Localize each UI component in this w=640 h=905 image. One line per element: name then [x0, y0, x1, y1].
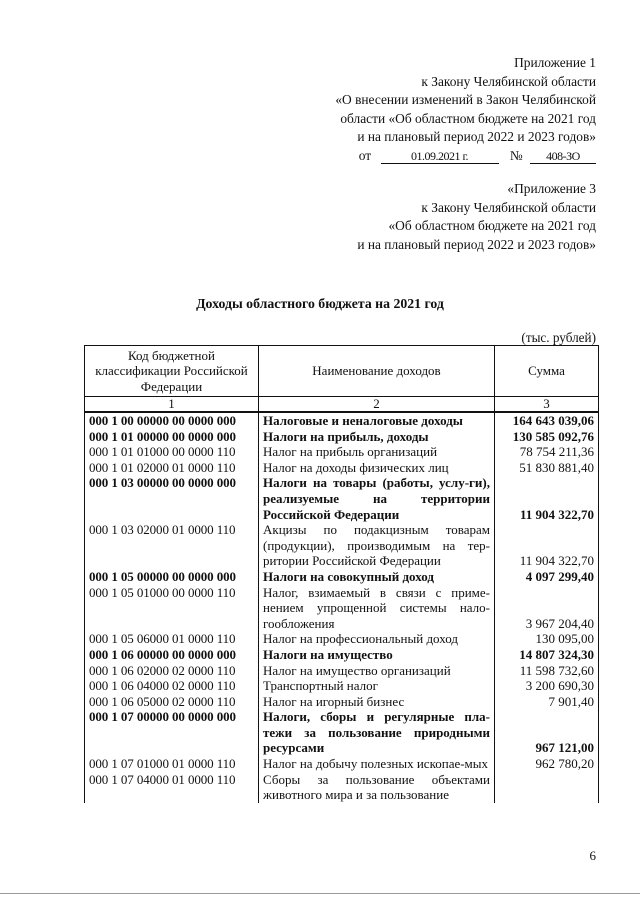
name-cell: Транспортный налог: [259, 678, 495, 694]
code-cell: 000 1 06 04000 02 0000 110: [85, 678, 259, 694]
sum-cell: 78 754 211,36: [495, 444, 599, 460]
code-cell: 000 1 01 02000 01 0000 110: [85, 460, 259, 476]
appendix-1-line: к Закону Челябинской области: [421, 73, 596, 89]
column-number: 1: [85, 397, 259, 413]
name-cell: Налог на добычу полезных ископае-мых: [259, 756, 495, 772]
name-cell: Налог на имущество организаций: [259, 663, 495, 679]
code-cell: 000 1 03 00000 00 0000 000: [85, 475, 259, 522]
table-row: [85, 475, 599, 522]
sum-cell: 7 901,40: [495, 694, 599, 710]
table-row: [85, 631, 599, 647]
appendix-3-line: к Закону Челябинской области: [421, 199, 596, 215]
sum-cell: 130 095,00: [495, 631, 599, 647]
sum-cell: 14 807 324,30: [495, 647, 599, 663]
law-date-number-line: [335, 147, 596, 166]
code-cell: 000 1 06 02000 02 0000 110: [85, 663, 259, 679]
document-title: Доходы областного бюджета на 2021 год: [196, 296, 444, 311]
code-cell: 000 1 00 00000 00 0000 000: [85, 412, 259, 429]
sum-cell: 11 904 322,70: [495, 522, 599, 569]
code-cell: 000 1 05 06000 01 0000 110: [85, 631, 259, 647]
table-row: [85, 772, 599, 803]
sum-cell: 3 200 690,30: [495, 678, 599, 694]
name-cell: Налог на профессиональный доход: [259, 631, 495, 647]
name-cell: Налоги, сборы и регулярные пла-тежи за пользование природными ресурсами: [259, 709, 495, 756]
table-row: [85, 412, 599, 429]
sum-cell: [495, 772, 599, 803]
name-cell: Налоги на имущество: [259, 647, 495, 663]
appendix-3-line: «Приложение 3: [507, 181, 596, 196]
column-number: 3: [495, 397, 599, 413]
name-cell: Налог на игорный бизнес: [259, 694, 495, 710]
sum-cell: 51 830 881,40: [495, 460, 599, 476]
appendix-1-line: и на плановый период 2022 и 2023 годов»: [357, 129, 596, 145]
code-cell: 000 1 05 00000 00 0000 000: [85, 569, 259, 585]
name-cell: Акцизы по подакцизным товарам (продукции), производимым на тер-ритории Российской Федерации: [259, 522, 495, 569]
appendix-1-line: «О внесении изменений в Закон Челябинской: [335, 92, 596, 108]
name-cell: Налог на доходы физических лиц: [259, 460, 495, 476]
page-number: 6: [589, 848, 596, 863]
table-row: [85, 709, 599, 756]
header-name: Наименование доходов: [259, 346, 495, 397]
name-cell: Налоги на совокупный доход: [259, 569, 495, 585]
code-cell: 000 1 01 00000 00 0000 000: [85, 429, 259, 445]
sum-cell: 3 967 204,40: [495, 585, 599, 632]
appendix-3-line: «Об областном бюджете на 2021 год: [388, 218, 596, 234]
name-cell: Налог на прибыль организаций: [259, 444, 495, 460]
sum-cell: 164 643 039,06: [495, 412, 599, 429]
code-cell: 000 1 07 00000 00 0000 000: [85, 709, 259, 756]
sum-cell: 962 780,20: [495, 756, 599, 772]
sum-cell: 11 598 732,60: [495, 663, 599, 679]
table-row: [85, 429, 599, 445]
code-cell: 000 1 05 01000 00 0000 110: [85, 585, 259, 632]
name-cell: Налоги на прибыль, доходы: [259, 429, 495, 445]
name-cell: Сборы за пользование объектами животного мира и за пользование: [259, 772, 495, 803]
header-code: Код бюджетной классификации Российской Федерации: [85, 346, 259, 397]
sum-cell: 4 097 299,40: [495, 569, 599, 585]
table-row: [85, 522, 599, 569]
appendix-1-line: области «Об областном бюджете на 2021 год: [340, 110, 596, 126]
law-number: 408-ЗО: [530, 149, 596, 164]
sum-cell: 967 121,00: [495, 709, 599, 756]
appendix-3-header: [357, 180, 596, 254]
appendix-1-line: Приложение 1: [514, 55, 596, 70]
code-cell: 000 1 07 04000 01 0000 110: [85, 772, 259, 803]
table-row: [85, 647, 599, 663]
appendix-1-header: [335, 54, 596, 166]
units-label: (тыс. рублей): [521, 330, 596, 345]
law-date: 01.09.2021 г.: [381, 149, 499, 164]
code-cell: 000 1 01 01000 00 0000 110: [85, 444, 259, 460]
code-cell: 000 1 03 02000 01 0000 110: [85, 522, 259, 569]
table-row: [85, 756, 599, 772]
code-cell: 000 1 06 00000 00 0000 000: [85, 647, 259, 663]
header-sum: Сумма: [495, 346, 599, 397]
sum-cell: 11 904 322,70: [495, 475, 599, 522]
name-cell: Налоги на товары (работы, услу-ги), реализуемые на территории Российской Федерации: [259, 475, 495, 522]
code-cell: 000 1 06 05000 02 0000 110: [85, 694, 259, 710]
table-row: [85, 585, 599, 632]
sum-cell: 130 585 092,76: [495, 429, 599, 445]
number-label: №: [509, 147, 523, 163]
from-label: от: [358, 147, 372, 163]
column-number: 2: [259, 397, 495, 413]
table-body: [85, 412, 599, 803]
name-cell: Налог, взимаемый в связи с приме-нением упрощенной системы нало-гообложения: [259, 585, 495, 632]
table-row: [85, 460, 599, 476]
name-cell: Налоговые и неналоговые доходы: [259, 412, 495, 429]
table-row: [85, 569, 599, 585]
code-cell: 000 1 07 01000 01 0000 110: [85, 756, 259, 772]
appendix-3-line: и на плановый период 2022 и 2023 годов»: [357, 236, 596, 252]
table-row: [85, 663, 599, 679]
table-row: [85, 694, 599, 710]
page-bottom-rule: [0, 893, 640, 894]
table-row: [85, 444, 599, 460]
table-row: [85, 678, 599, 694]
revenue-table: [84, 345, 599, 803]
